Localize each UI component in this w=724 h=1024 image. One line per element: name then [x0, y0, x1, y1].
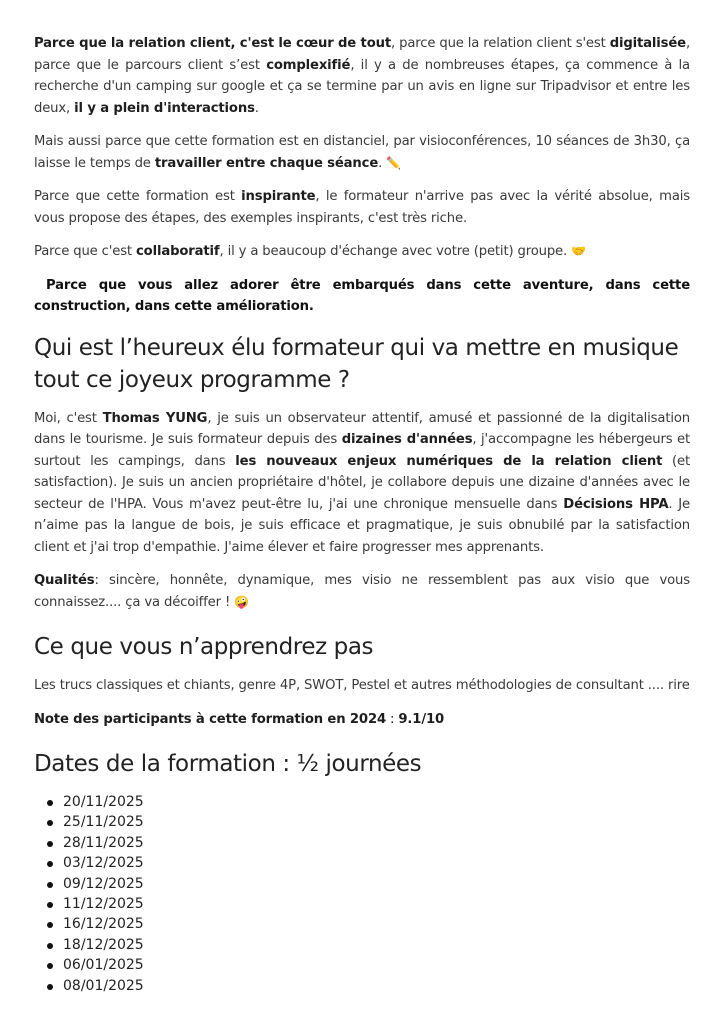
- bullet-icon: [47, 943, 53, 949]
- zany-face-icon: 🤪: [234, 594, 249, 609]
- bold-text: travailler entre chaque séance: [154, 155, 379, 171]
- bold-text: Parce que la relation client, c'est le cœur de tout: [34, 36, 392, 51]
- intro-paragraph-4: Parce que c'est collaboratif, il y a beaucoup d'échange avec votre (petit) groupe. 🤝: [34, 244, 586, 259]
- dates-heading: Dates de la formation : ½ journées: [34, 751, 422, 777]
- date-item: 09/12/2025: [63, 874, 690, 894]
- date-item: 20/11/2025: [63, 792, 690, 812]
- date-item: 28/11/2025: [63, 833, 690, 853]
- pencil-icon: ✏️: [386, 155, 402, 170]
- trainer-name: Thomas YUNG: [102, 410, 208, 426]
- dates-list: [34, 792, 690, 996]
- date-item: 25/11/2025: [63, 812, 690, 832]
- bold-text: inspirante: [241, 189, 316, 204]
- bold-text: les nouveaux enjeux numériques de la relation client: [235, 453, 663, 469]
- intro-paragraph-2: Mais aussi parce que cette formation est en distanciel, par visioconférences, 10 séances de 3h30, ça laisse le temps de travailler entre chaque séance. ✏️: [34, 134, 690, 171]
- bullet-icon: [47, 882, 53, 888]
- date-item: 11/12/2025: [63, 894, 690, 914]
- date-item: 06/01/2025: [63, 955, 690, 975]
- not-learned-text: Les trucs classiques et chiants, genre 4P, SWOT, Pestel et autres méthodologies de consultant .... rire: [34, 678, 690, 693]
- intro-paragraph-3: Parce que cette formation est inspirante, le formateur n'arrive pas avec la vérité absolue, mais vous propose des étapes, des exemples inspirants, c'est très riche.: [34, 189, 690, 226]
- intro-paragraph-1: Parce que la relation client, c'est le cœur de tout, parce que la relation client s'est digitalisée, parce que le parcours client s’est complexifié, il y a de nombreuses étapes, ça commence à la recherche d'un camping sur google et ça se termine par un avis en ligne sur Tripadvisor et entre les deux, il y a plein d'interactions.: [34, 36, 690, 116]
- bold-text: complexifié: [266, 57, 351, 73]
- bullet-icon: [47, 963, 53, 969]
- bullet-icon: [47, 861, 53, 867]
- trainer-heading: Qui est l’heureux élu formateur qui va mettre en musique tout ce joyeux programme ?: [34, 334, 679, 393]
- date-item: 16/12/2025: [63, 914, 690, 934]
- trainer-bio: Moi, c'est Thomas YUNG, je suis un observateur attentif, amusé et passionné de la digitalisation dans le tourisme. Je suis formateur depuis des dizaines d'années, j'accompagne les hébergeurs et surtout les campings, dans les nouveaux enjeux numériques de la relation client (et satisfaction). Je suis un ancien propriétaire d'hôtel, je collabore depuis une dizaine d'années avec le secteur de l'HPA. Vous m'avez peut-être lu, j'ai une chronique mensuelle dans Décisions HPA. Je n’aime pas la langue de bois, je suis efficace et pragmatique, je suis obnubilé par la satisfaction client et j'ai trop d'empathie. J'aime élever et faire progresser mes apprenants.: [34, 410, 691, 555]
- date-item: 08/01/2025: [63, 976, 690, 996]
- bullet-icon: [47, 800, 53, 806]
- intro-paragraph-5: Parce que vous allez adorer être embarqués dans cette aventure, dans cette construction, dans cette amélioration.: [34, 277, 695, 314]
- date-item: 18/12/2025: [63, 935, 690, 955]
- bold-text: digitalisée: [609, 36, 686, 51]
- handshake-icon: 🤝: [571, 244, 586, 258]
- bullet-icon: [47, 841, 53, 847]
- date-item: 03/12/2025: [63, 853, 690, 873]
- bold-text: il y a plein d'interactions: [74, 100, 255, 116]
- bullet-icon: [47, 984, 53, 990]
- bold-text: dizaines d'années: [341, 432, 473, 447]
- rating-value: 9.1/10: [398, 711, 445, 727]
- rating-label: Note des participants à cette formation en 2024: [34, 711, 387, 727]
- trainer-qualities: Qualités: sincère, honnête, dynamique, mes visio ne ressemblent pas aux visio que vous connaissez.... ça va décoiffer ! 🤪: [34, 573, 690, 610]
- bold-text: Décisions HPA: [563, 496, 669, 512]
- bullet-icon: [47, 922, 53, 928]
- bold-text: collaboratif: [136, 244, 220, 259]
- participant-rating: Note des participants à cette formation en 2024 : 9.1/10: [34, 711, 445, 727]
- bullet-icon: [47, 902, 53, 908]
- qualities-label: Qualités: [34, 573, 95, 588]
- not-learned-heading: Ce que vous n’apprendrez pas: [34, 634, 374, 660]
- bullet-icon: [47, 820, 53, 826]
